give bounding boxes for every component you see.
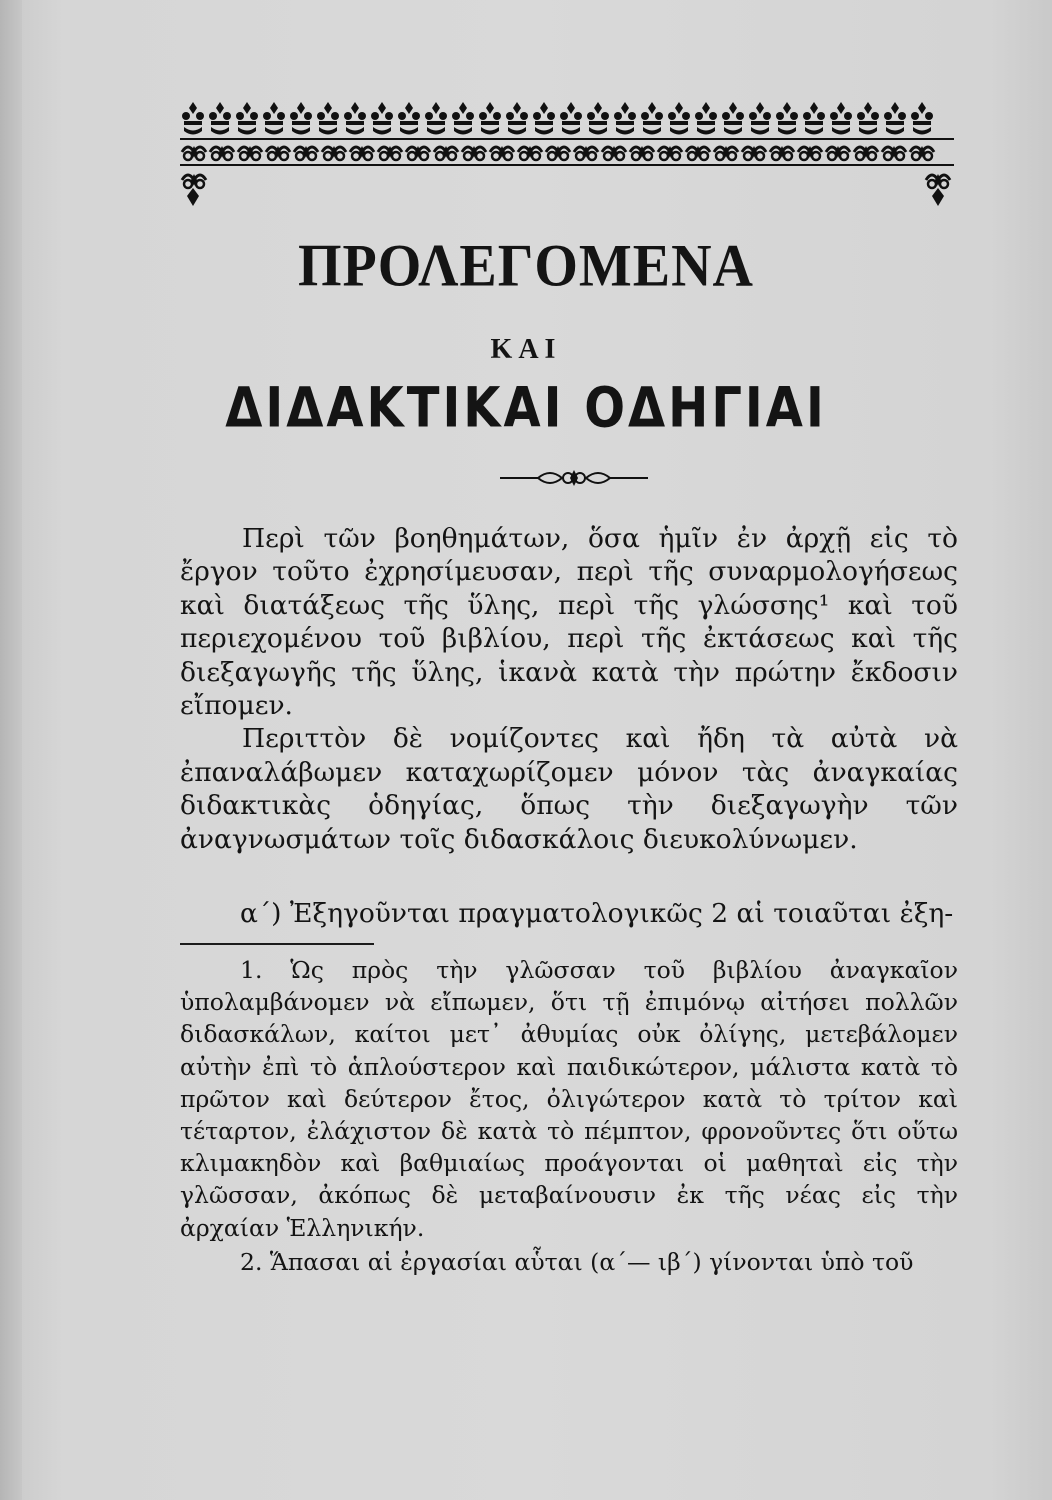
ornamental-divider-icon xyxy=(498,466,650,490)
paragraph-1: Περὶ τῶν βοηθημάτων, ὅσα ἡμῖν ἐν ἀρχῇ εἰς τὸ ἔργον τοῦτο ἐχρησίμευσαν, περὶ τῆς συναρμολογήσεως καὶ διατάξεως τῆς ὕλης, περὶ τῆς γλώσσης¹ καὶ τοῦ περιεχομένου τοῦ βιβλίου, περὶ τῆς ἐκτάσεως καὶ τῆς διεξαγωγῆς τῆς ὕλης, ἱκανὰ κατὰ τὴν πρώτην ἔκδοσιν εἴπομεν. xyxy=(180,523,958,722)
continued-line: α΄) Ἐξηγοῦνται πραγματολογικῶς 2 αἱ τοιαῦται ἐξη- xyxy=(240,898,954,929)
page-title: ΠΡΟΛΕΓΟΜΕΝΑ xyxy=(298,232,754,300)
paragraph-2: Περιττὸν δὲ νομίζοντες καὶ ἤδη τὰ αὐτὰ νὰ ἐπαναλάβωμεν καταχωρίζομεν μόνον τὰς ἀναγκαίας διδακτικὰς ὁδηγίας, ὅπως τὴν διεξαγωγὴν τῶν ἀναγνωσμάτων τοῖς διδασκάλοις διευκολύνωμεν. xyxy=(180,723,958,855)
footnote-2 xyxy=(180,1246,958,1278)
footnote-number: 1. xyxy=(240,956,263,984)
main-text xyxy=(180,522,958,856)
title-conjunction: ΚΑΙ xyxy=(490,334,562,365)
page-gutter-shadow xyxy=(0,0,22,1500)
ornamental-header-border xyxy=(180,96,954,214)
footnote-text: Ἅπασαι αἱ ἐργασίαι αὗται (α΄— ιβ΄) γίνονται ὑπὸ τοῦ xyxy=(269,1247,914,1276)
footnote-number: 2. xyxy=(240,1247,263,1276)
footnote-1 xyxy=(180,954,958,1244)
footnote-rule xyxy=(180,943,374,945)
page-subtitle: ΔΙΔΑΚΤΙΚΑΙ ΟΔΗΓΙΑΙ xyxy=(225,375,827,441)
footnote-text: Ὡς πρὸς τὴν γλῶσσαν τοῦ βιβλίου ἀναγκαῖον ὑπολαμβάνομεν νὰ εἴπωμεν, ὅτι τῇ ἐπιμόνῳ αἰτήσει πολλῶν διδασκάλων, καίτοι μετ᾽ ἀθυμίας οὐκ ὀλίγης, μετεβάλομεν αὐτὴν ἐπὶ τὸ ἁπλούστερον καὶ παιδικώτερον, μάλιστα κατὰ τὸ πρῶτον καὶ δεύτερον ἔτος, ὀλιγώτερον κατὰ τὸ τρίτον καὶ τέταρτον, ἐλάχιστον δὲ κατὰ τὸ πέμπτον, φρονοῦντες ὅτι οὕτω κλιμακηδὸν καὶ βαθμιαίως προάγονται οἱ μαθηταὶ εἰς τὴν γλῶσσαν, ἀκόπως δὲ μεταβαίνουσιν ἐκ τῆς νέας εἰς τὴν ἀρχαίαν Ἑλληνικήν. xyxy=(180,956,958,1242)
footnotes xyxy=(180,954,958,1278)
